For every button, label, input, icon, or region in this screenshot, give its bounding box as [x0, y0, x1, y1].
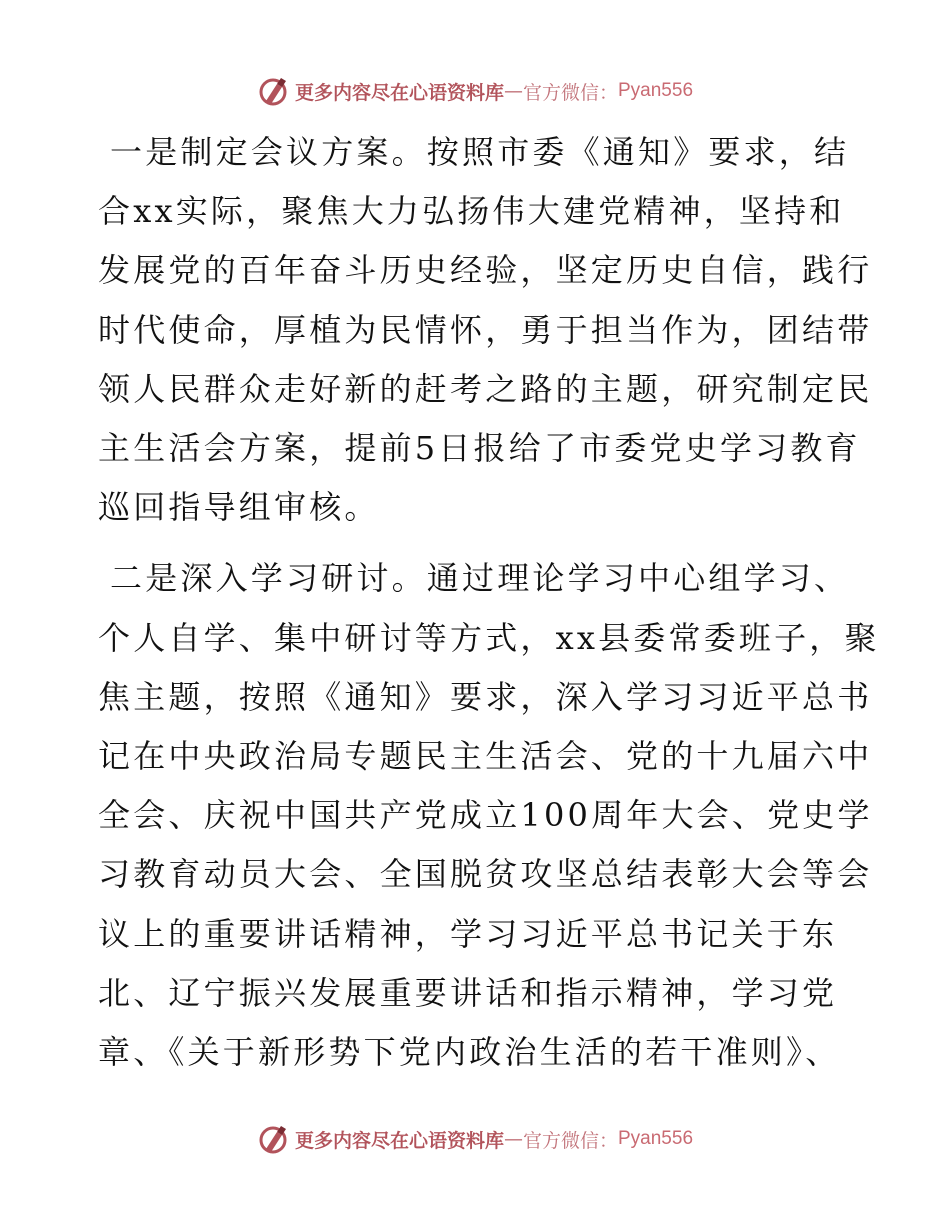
text-line: 个人自学、集中研讨等方式，xx县委常委班子，聚	[98, 618, 880, 657]
pen-logo-icon	[257, 1122, 291, 1156]
watermark-separator: —	[503, 80, 523, 102]
text-line: 发展党的百年奋斗历史经验，坚定历史自信，践行	[98, 251, 873, 290]
text-line: 记在中央政治局专题民主生活会、党的十九届六中	[98, 737, 873, 776]
text-line: 北、辽宁振兴发展重要讲话和指示精神，学习党	[98, 973, 838, 1012]
text-line: 全会、庆祝中国共产党成立100周年大会、党史学	[98, 796, 873, 835]
watermark-site-text: 更多内容尽在心语资料库	[294, 1129, 504, 1152]
watermark-banner-bottom	[0, 1119, 950, 1159]
text-line: 章、《关于新形势下党内政治生活的若干准则》、	[98, 1033, 841, 1072]
text-line: 习教育动员大会、全国脱贫攻坚总结表彰大会等会	[98, 855, 873, 894]
pen-logo-icon	[257, 74, 291, 108]
text-line: 领人民群众走好新的赶考之路的主题，研究制定民	[98, 369, 873, 408]
text-line: 时代使命，厚植为民情怀，勇于担当作为，团结带	[98, 310, 873, 349]
text-line: 合xx实际，聚焦大力弘扬伟大建党精神，坚持和	[98, 192, 845, 231]
document-body	[98, 123, 880, 1082]
watermark-separator: —	[503, 1128, 523, 1150]
watermark-wechat-label: 官方微信：	[522, 81, 618, 104]
text-line: 议上的重要讲话精神，学习习近平总书记关于东	[98, 914, 838, 953]
watermark-wechat-id: Pyan556	[618, 80, 694, 101]
watermark-site-text: 更多内容尽在心语资料库	[294, 81, 504, 104]
watermark-wechat-label: 官方微信：	[522, 1129, 618, 1152]
watermark-wechat-id: Pyan556	[618, 1128, 694, 1149]
text-line: 二是深入学习研讨。通过理论学习中心组学习、	[110, 559, 850, 598]
watermark-banner-top	[0, 71, 950, 111]
paragraph-meeting-plan	[98, 123, 873, 537]
text-line: 一是制定会议方案。按照市委《通知》要求，结	[110, 133, 850, 171]
text-line: 焦主题，按照《通知》要求，深入学习习近平总书	[98, 677, 873, 716]
text-line: 主生活会方案，提前5日报给了市委党史学习教育	[98, 429, 861, 468]
text-line: 巡回指导组审核。	[98, 488, 380, 527]
paragraph-study-discussion	[98, 549, 880, 1082]
